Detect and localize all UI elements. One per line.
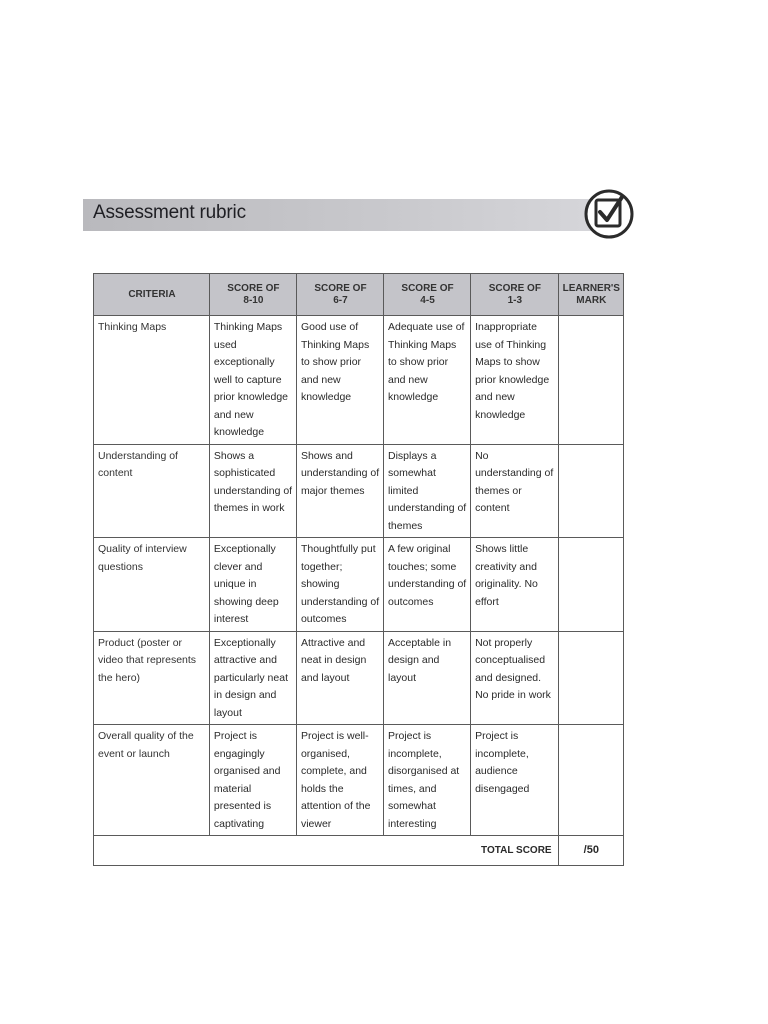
table-row — [94, 631, 624, 725]
score-6-7-cell: Project is well-organised, complete, and holds the attention of the viewer — [296, 725, 383, 836]
learner-mark-cell[interactable] — [558, 538, 623, 632]
score-1-3-cell: Inappropriate use of Thinking Maps to show prior knowledge and new knowledge — [471, 316, 559, 445]
header-score-8-10: SCORE OF 8-10 — [209, 274, 296, 316]
header-learners-mark: LEARNER'S MARK — [558, 274, 623, 316]
score-8-10-cell: Thinking Maps used exceptionally well to capture prior knowledge and new knowledge — [209, 316, 296, 445]
score-1-3-cell: No understanding of themes or content — [471, 444, 559, 538]
section-banner — [83, 199, 601, 231]
score-4-5-cell: Project is incomplete, disorganised at times, and somewhat interesting — [384, 725, 471, 836]
criterion-cell: Thinking Maps — [94, 316, 210, 445]
header-score-1-3: SCORE OF 1-3 — [471, 274, 559, 316]
criterion-cell: Product (poster or video that represents the hero) — [94, 631, 210, 725]
criterion-cell: Understanding of content — [94, 444, 210, 538]
checkbox-check-icon — [584, 182, 634, 250]
header-row — [94, 274, 624, 316]
learner-mark-cell[interactable] — [558, 316, 623, 445]
score-6-7-cell: Thoughtfully put together; showing understanding of outcomes — [296, 538, 383, 632]
score-8-10-cell: Exceptionally clever and unique in showing deep interest — [209, 538, 296, 632]
score-8-10-cell: Shows a sophisticated understanding of themes in work — [209, 444, 296, 538]
total-score-value[interactable]: /50 — [558, 836, 623, 866]
score-1-3-cell: Shows little creativity and originality. No effort — [471, 538, 559, 632]
table-row — [94, 538, 624, 632]
score-6-7-cell: Shows and understanding of major themes — [296, 444, 383, 538]
score-4-5-cell: Adequate use of Thinking Maps to show prior and new knowledge — [384, 316, 471, 445]
header-criteria: CRITERIA — [94, 274, 210, 316]
score-6-7-cell: Good use of Thinking Maps to show prior and new knowledge — [296, 316, 383, 445]
criterion-cell: Quality of interview questions — [94, 538, 210, 632]
score-1-3-cell: Project is incomplete, audience disengaged — [471, 725, 559, 836]
assessment-rubric-table — [93, 273, 624, 866]
table-row — [94, 316, 624, 445]
learner-mark-cell[interactable] — [558, 725, 623, 836]
score-4-5-cell: Displays a somewhat limited understanding of themes — [384, 444, 471, 538]
criterion-cell: Overall quality of the event or launch — [94, 725, 210, 836]
header-score-6-7: SCORE OF 6-7 — [296, 274, 383, 316]
header-score-4-5: SCORE OF 4-5 — [384, 274, 471, 316]
table-row — [94, 444, 624, 538]
total-row — [94, 836, 624, 866]
learner-mark-cell[interactable] — [558, 631, 623, 725]
score-6-7-cell: Attractive and neat in design and layout — [296, 631, 383, 725]
score-1-3-cell: Not properly conceptualised and designed. No pride in work — [471, 631, 559, 725]
page-title: Assessment rubric — [93, 202, 246, 223]
score-4-5-cell: A few original touches; some understanding of outcomes — [384, 538, 471, 632]
score-8-10-cell: Project is engagingly organised and material presented is captivating — [209, 725, 296, 836]
total-score-label: TOTAL SCORE — [94, 836, 559, 866]
score-8-10-cell: Exceptionally attractive and particularly neat in design and layout — [209, 631, 296, 725]
table-row — [94, 725, 624, 836]
score-4-5-cell: Acceptable in design and layout — [384, 631, 471, 725]
learner-mark-cell[interactable] — [558, 444, 623, 538]
